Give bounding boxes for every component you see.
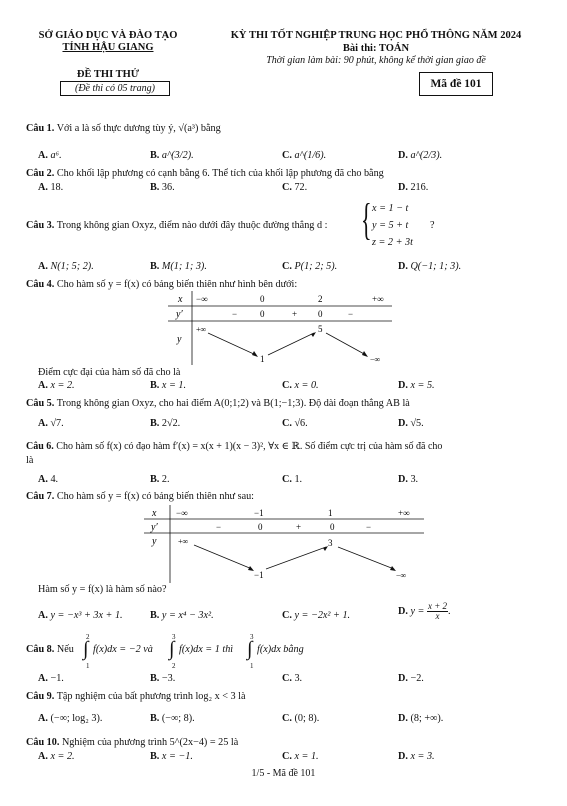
mock-label: ĐỀ THI THỬ bbox=[76, 69, 140, 80]
question-text: Cho hàm số y = f(x) có bảng biến thiên như sau: bbox=[56, 491, 255, 502]
q9-option-a[interactable]: A. (−∞; log₂ 3). bbox=[38, 713, 103, 724]
system-brace: { bbox=[361, 195, 372, 244]
question-3 bbox=[26, 220, 327, 231]
question-text: Tập nghiệm của bất phương trình log₂ x < 3 là bbox=[56, 691, 246, 702]
q6-option-d[interactable]: D. 3. bbox=[398, 474, 419, 485]
q1-option-b[interactable]: B. a^(3/2). bbox=[150, 150, 194, 161]
tbl7-y-1: −1 bbox=[254, 570, 264, 580]
system-line-3: z = 2 + 3t bbox=[372, 237, 413, 248]
system-line-1: x = 1 − t bbox=[372, 203, 409, 214]
question-6-cont: là bbox=[26, 455, 34, 466]
exam-title: KỲ THI TỐT NGHIỆP TRUNG HỌC PHỔ THÔNG NĂM 2024 bbox=[230, 30, 522, 41]
q4-prompt: Điểm cực đại của hàm số đã cho là bbox=[38, 367, 181, 378]
question-label: Câu 9. bbox=[26, 691, 55, 702]
question-text: Cho khối lập phương có cạnh bằng 6. Thể tích của khối lập phương đã cho bằng bbox=[56, 168, 384, 179]
q4-option-a[interactable]: A. x = 2. bbox=[38, 380, 75, 391]
fraction: $\frac{x + 2}{x}$ bbox=[427, 601, 448, 621]
q7-prompt: Hàm số y = f(x) là hàm số nào? bbox=[38, 584, 167, 595]
question-text: Trong không gian Oxyz, điểm nào dưới đây thuộc đường thẳng d : bbox=[56, 220, 328, 231]
province-name: TỈNH HẬU GIANG bbox=[62, 42, 154, 53]
q4-option-b[interactable]: B. x = 1. bbox=[150, 380, 187, 391]
tbl7-x-3: +∞ bbox=[398, 508, 410, 518]
tbl7-sign-3: 0 bbox=[330, 522, 335, 532]
system-line-2: y = 5 + t bbox=[372, 220, 409, 231]
q10-option-c[interactable]: C. x = 1. bbox=[282, 751, 319, 762]
department-name: SỞ GIÁO DỤC VÀ ĐÀO TẠO bbox=[38, 30, 178, 41]
q9-option-c[interactable]: C. (0; 8). bbox=[282, 713, 320, 724]
tbl4-sign-2: + bbox=[292, 309, 298, 319]
question-1 bbox=[26, 123, 221, 134]
integral-sign: ∫ bbox=[169, 638, 175, 660]
exam-code-box bbox=[419, 72, 493, 96]
int1-body: f(x)dx = −2 và bbox=[93, 644, 153, 655]
q3-option-b[interactable]: B. M(1; 1; 3). bbox=[150, 261, 207, 272]
q10-option-d[interactable]: D. x = 3. bbox=[398, 751, 435, 762]
q10-option-b[interactable]: B. x = −1. bbox=[150, 751, 193, 762]
question-2 bbox=[26, 168, 384, 179]
pages-box bbox=[60, 81, 170, 96]
tbl7-sign-1: 0 bbox=[258, 522, 263, 532]
tbl4-y-label: y bbox=[177, 334, 182, 345]
q5-option-a[interactable]: A. √7. bbox=[38, 418, 64, 429]
question-text: Cho hàm số y = f(x) có bảng biến thiên như hình bên dưới: bbox=[56, 279, 298, 290]
q2-option-b[interactable]: B. 36. bbox=[150, 182, 175, 193]
tbl7-y-label: y bbox=[152, 536, 157, 547]
tbl4-x-label: x bbox=[178, 294, 183, 305]
question-text: Trong không gian Oxyz, cho hai điểm A(0;1;2) và B(1;−1;3). Độ dài đoạn thẳng AB là bbox=[56, 398, 410, 409]
int2-upper: 3 bbox=[172, 633, 176, 641]
integral-sign: ∫ bbox=[247, 638, 253, 660]
q6-option-c[interactable]: C. 1. bbox=[282, 474, 303, 485]
tbl7-y-0: +∞ bbox=[178, 537, 189, 546]
tbl7-y-3: −∞ bbox=[396, 571, 407, 580]
tbl7-sign-0: − bbox=[216, 522, 222, 532]
q1-option-c[interactable]: C. a^(1/6). bbox=[282, 150, 327, 161]
question-label: Câu 2. bbox=[26, 168, 55, 179]
tbl7-sign-2: + bbox=[296, 522, 302, 532]
q1-option-a[interactable]: A. a⁶. bbox=[38, 150, 62, 161]
question-9 bbox=[26, 691, 246, 702]
tbl4-y-1: 1 bbox=[260, 354, 265, 364]
variation-table-q7 bbox=[144, 505, 424, 583]
q8-option-c[interactable]: C. 3. bbox=[282, 673, 303, 684]
question-6 bbox=[26, 441, 442, 452]
q7-option-d[interactable]: D. y = $\frac{x + 2}{x}$ . bbox=[398, 601, 451, 621]
question-10 bbox=[26, 737, 238, 748]
variation-table-q4 bbox=[168, 291, 392, 365]
tbl4-y-2: 5 bbox=[318, 324, 323, 334]
question-label: Câu 3. bbox=[26, 220, 55, 231]
int3-upper: 3 bbox=[250, 633, 254, 641]
question-label: Câu 10. bbox=[26, 737, 60, 748]
q7-option-b[interactable]: B. y = x⁴ − 3x². bbox=[150, 610, 214, 621]
tbl7-x-2: 1 bbox=[328, 508, 333, 518]
q8-option-b[interactable]: B. −3. bbox=[150, 673, 176, 684]
tbl4-sign-1: 0 bbox=[260, 309, 265, 319]
time-note: Thời gian làm bài: 90 phút, không kể thời gian giao đề bbox=[266, 55, 486, 66]
question-label: Câu 7. bbox=[26, 491, 55, 502]
question-text: Nghiệm của phương trình 5^(2x−4) = 25 là bbox=[61, 737, 239, 748]
tbl4-x-3: +∞ bbox=[372, 294, 384, 304]
question-label: Câu 6. bbox=[26, 441, 54, 452]
integral-sign: ∫ bbox=[83, 638, 89, 660]
q9-option-d[interactable]: D. (8; +∞). bbox=[398, 713, 444, 724]
question-4 bbox=[26, 279, 297, 290]
question-label: Câu 8. bbox=[26, 644, 55, 655]
question-label: Câu 4. bbox=[26, 279, 55, 290]
q2-option-a[interactable]: A. 18. bbox=[38, 182, 64, 193]
question-text: Cho hàm số f(x) có đạo hàm f′(x) = x(x + 1)(x − 3)², ∀x ∈ ℝ. Số điểm cực trị của hàm số đã cho bbox=[56, 441, 443, 452]
page-footer: 1/5 - Mã đề 101 bbox=[251, 768, 316, 779]
question-8: Câu 8. Nếu bbox=[26, 644, 74, 655]
question-text: Với a là số thực dương tùy ý, √(a³) bằng bbox=[56, 123, 221, 134]
tbl4-sign-0: − bbox=[232, 309, 238, 319]
q9-option-b[interactable]: B. (−∞; 8). bbox=[150, 713, 195, 724]
tbl4-x-1: 0 bbox=[260, 294, 265, 304]
q1-option-d[interactable]: D. a^(2/3). bbox=[398, 150, 443, 161]
q10-option-a[interactable]: A. x = 2. bbox=[38, 751, 75, 762]
tbl7-sign-4: − bbox=[366, 522, 372, 532]
q6-option-b[interactable]: B. 2. bbox=[150, 474, 170, 485]
question-7 bbox=[26, 491, 254, 502]
subject: Bài thi: TOÁN bbox=[342, 43, 410, 54]
q8-option-d[interactable]: D. −2. bbox=[398, 673, 424, 684]
q2-option-c[interactable]: C. 72. bbox=[282, 182, 308, 193]
int1-lower: 1 bbox=[86, 662, 90, 670]
pages-note: (Đề thi có 05 trang) bbox=[75, 83, 155, 94]
exam-code: Mã đề 101 bbox=[430, 78, 482, 90]
q8-option-a[interactable]: A. −1. bbox=[38, 673, 64, 684]
int3-lower: 1 bbox=[250, 662, 254, 670]
q5-option-b[interactable]: B. 2√2. bbox=[150, 418, 181, 429]
tbl4-y-0: +∞ bbox=[196, 325, 207, 334]
tbl4-sign-3: 0 bbox=[318, 309, 323, 319]
tbl4-y-3: −∞ bbox=[370, 355, 381, 364]
tbl7-x-0: −∞ bbox=[176, 508, 188, 518]
tbl7-x-label: x bbox=[152, 508, 157, 519]
int2-lower: 2 bbox=[172, 662, 176, 670]
int2-body: f(x)dx = 1 thì bbox=[179, 644, 234, 655]
q5-option-c[interactable]: C. √6. bbox=[282, 418, 308, 429]
q2-option-d[interactable]: D. 216. bbox=[398, 182, 429, 193]
question-label: Câu 5. bbox=[26, 398, 55, 409]
q7-option-c[interactable]: C. y = −2x² + 1. bbox=[282, 610, 351, 621]
tbl7-x-1: −1 bbox=[254, 508, 264, 518]
question-5 bbox=[26, 398, 410, 409]
tbl4-yp-label: y′ bbox=[176, 309, 183, 320]
question-label: Câu 1. bbox=[26, 123, 55, 134]
tbl4-x-2: 2 bbox=[318, 294, 323, 304]
tbl7-yp-label: y′ bbox=[151, 522, 158, 533]
q6-option-a[interactable]: A. 4. bbox=[38, 474, 59, 485]
question-tail: ? bbox=[430, 220, 435, 231]
q4-option-c[interactable]: C. x = 0. bbox=[282, 380, 319, 391]
tbl7-y-2: 3 bbox=[328, 538, 333, 548]
int3-body: f(x)dx bằng bbox=[257, 644, 304, 655]
int1-upper: 2 bbox=[86, 633, 90, 641]
q4-option-d[interactable]: D. x = 5. bbox=[398, 380, 435, 391]
q3-option-a[interactable]: A. N(1; 5; 2). bbox=[38, 261, 94, 272]
q7-option-a[interactable]: A. y = −x³ + 3x + 1. bbox=[38, 610, 123, 621]
q3-option-d[interactable]: D. Q(−1; 1; 3). bbox=[398, 261, 462, 272]
q5-option-d[interactable]: D. √5. bbox=[398, 418, 424, 429]
q3-option-c[interactable]: C. P(1; 2; 5). bbox=[282, 261, 338, 272]
tbl4-sign-4: − bbox=[348, 309, 354, 319]
tbl4-x-0: −∞ bbox=[196, 294, 208, 304]
